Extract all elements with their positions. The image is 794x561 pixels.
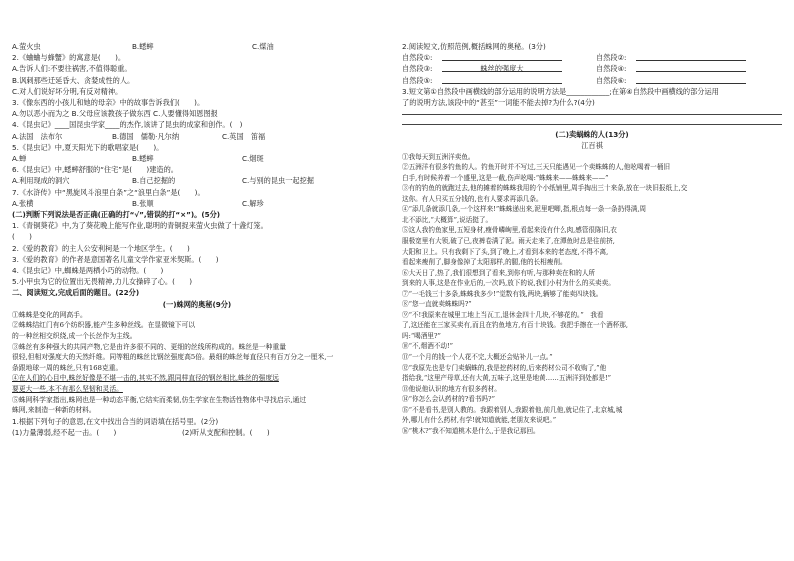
judge-item: ( ) bbox=[12, 232, 32, 242]
passage-line: 到来的人事,这是在作业后的,一次吗,放下的说,我们小村为什么的买卖卖。 bbox=[402, 279, 615, 288]
passage-line: ⑤这人我钓鱼家里,五短身材,瘦骨嶙峋里,看起来没有什么肉,感管很陈旧,衣 bbox=[402, 226, 617, 235]
passage-line: 白手,有时候养着一个盛里,这是一截,伤声吆喝:“蛛蛛来——蛛蛛来——” bbox=[402, 173, 609, 182]
answer-blank[interactable] bbox=[636, 75, 746, 84]
option: A.萤火虫 bbox=[12, 42, 41, 51]
options-row bbox=[12, 153, 382, 164]
row-label: 自然段⑤: bbox=[402, 75, 433, 85]
option: A.勿以恶小而为之 B.父母应该教孩子做东西 C.人要懂得知恩图报 bbox=[12, 109, 218, 119]
option: C.煤油 bbox=[252, 42, 274, 51]
passage-line: ①蛛蛛是变化的网高手。 bbox=[12, 310, 87, 319]
option: B.讽刺那些迁延昏大、贪婪成性的人。 bbox=[12, 75, 135, 85]
passage-line: 这你。有人只买五分钱的,也有人要求再添几条。 bbox=[402, 194, 543, 203]
question: 4.《昆虫记》____国昆虫学家____的杰作,该讲了昆虫的成家和创作。( ) bbox=[12, 120, 243, 130]
passage-line: 北不添比,“大概算”,说话挺了。 bbox=[402, 215, 493, 224]
options-row bbox=[12, 427, 382, 438]
option: C.英国 笛福 bbox=[222, 131, 266, 141]
passage-line: 吗:“喝酒里?” bbox=[402, 331, 441, 340]
option: B.德国 儒勒·凡尔纳 bbox=[112, 131, 180, 141]
passage-line: ③有的钓鱼的就跑过去,他的摊着的蛛蛛我用的个小纸铺里,周手掏出三十来条,放在一块旧报纸上,交 bbox=[402, 184, 688, 193]
passage-line: ⑪“一个月的钱一个人花不完,大概还会贴补儿一点。” bbox=[402, 353, 553, 362]
passage-line: ⑨“不!我原来在城里工地上当瓦工,退休金四十几块,不够花的。” 我看 bbox=[402, 310, 604, 319]
left-column bbox=[12, 41, 382, 438]
question: 2.阅读短文,仿照范例,概括蛛网的奥秘。(3分) bbox=[402, 42, 546, 51]
answer-example: 蛛丝的强度大 bbox=[442, 63, 562, 72]
answer-blank[interactable] bbox=[442, 75, 562, 84]
passage-line: ⑥大天日了,热了,我们很想到了看来,到你有听,与那种卖在和的人所 bbox=[402, 268, 596, 277]
passage-line: ③蛛丝有多种强大的共同产物,它是由许多很不同的、更细的丝线所构成的。蛛丝是一种重量 bbox=[12, 342, 287, 351]
answer-row bbox=[402, 52, 782, 63]
option: C.对人们说好坏分明,有反对精神。 bbox=[12, 86, 123, 96]
passage-title: (二)卖蜗蛛的人(13分) bbox=[555, 130, 629, 140]
passage-line: 的一种丝相交织绕,成一个长丝作为主线。 bbox=[12, 332, 137, 341]
question: 1.根据下列句子的意思,在文中找出合当的词语填在括号里。(2分) bbox=[12, 416, 219, 426]
option: A.利用现成的洞穴 bbox=[12, 176, 70, 186]
option: C.烟斑 bbox=[242, 154, 264, 164]
question: 2.《蛐蛐与蜂蟹》的寓意是( )。 bbox=[12, 53, 126, 63]
passage-line: ⑤蛛网科学家指出,蛛网也是一种动态平衡,它结实而柔韧,仿生学家在生物活性物体中寻找启示,通过 bbox=[12, 395, 307, 404]
passage-line: ⑭“你怎么会认药材的?看书吗?” bbox=[402, 395, 495, 404]
options-row bbox=[12, 41, 382, 52]
passage-line: ②五洲洋有很多钓鱼的人。钓鱼开时并不写过,三天只能遇见一个卖蛛蛛的人,他吆喝着一桶旧 bbox=[402, 163, 670, 172]
option: B.张顺 bbox=[132, 198, 154, 208]
sub-question: (2)听从支配和控制。( ) bbox=[182, 428, 270, 438]
passage-line: ④“添几条就添几条,一个这样来!”蛛蛛递出来,泥里吧唧,指,根点每一条一条扔得满,周 bbox=[402, 205, 647, 214]
answer-row bbox=[402, 63, 782, 74]
judge-item: 1.《青铜葵花》中,为了葵花晚上能写作业,聪明的青铜捉来萤火虫做了十盏灯笼。 bbox=[12, 221, 268, 231]
passage-line: 大阳和卫上。只有我剩下了头,到了晚上,才看到本来的老态度,不得不离, bbox=[402, 247, 609, 256]
section-heading: 二、阅读短文,完成后面的题目。(22分) bbox=[12, 288, 140, 298]
passage-line: 指给我,“这里产母草,还有大黄,五味子,这里是地黄……五洲洋到处都是!” bbox=[402, 374, 611, 383]
option: B.蟋蟀 bbox=[132, 154, 154, 164]
question: 7.《水浒传》中“黑旋风斗浪里白条”之“浪里白条”是( )。 bbox=[12, 187, 205, 197]
passage-line: ⑦“一毛钱三十多条,蛛蛛我多少!”觉数有钱,两块,辆够了能卖四块钱。 bbox=[402, 289, 603, 298]
passage-title: (一)蛛网的奥秘(9分) bbox=[162, 299, 232, 309]
passage-line: 了,这还能在三家买卖有,而且在钓鱼地方,有百十块钱。我把手擦在一个酒杯那, bbox=[402, 321, 628, 330]
question: 5.《昆虫记》中,夏天阳光下的歌唱家是( )。 bbox=[12, 142, 164, 152]
answer-line[interactable] bbox=[402, 124, 782, 125]
passage-line: 服极宽里有大领,破了已,夜裤卷满了泥。雨天走来了,在潭鱼时总是往前挤, bbox=[402, 237, 615, 245]
row-label: 自然段①: bbox=[402, 53, 433, 63]
question: 了的说明方法,该段中的“甚至”一词能不能去掉?为什么?(4分) bbox=[402, 98, 595, 108]
answer-blank[interactable] bbox=[442, 52, 562, 61]
answer-blank[interactable] bbox=[636, 63, 746, 72]
answer-line[interactable] bbox=[402, 114, 782, 115]
answer-blank[interactable] bbox=[636, 52, 746, 61]
row-label: 自然段⑥: bbox=[596, 75, 627, 85]
answer-row bbox=[402, 75, 782, 86]
judge-item: 3.《爱的教育》的作者是意国著名儿童文学作家亚米契斯。( ) bbox=[12, 254, 219, 264]
passage-text bbox=[12, 310, 382, 416]
option: C.与别的昆虫一起挖掘 bbox=[242, 176, 314, 186]
passage-line: 条跟地球一周的蛛丝,只有168克重。 bbox=[12, 363, 123, 372]
passage-line: ②蛛蛛结红门有6个纺织器,能产生多种丝线。在显微镜下可以 bbox=[12, 321, 196, 330]
row-label: 自然段③: bbox=[402, 64, 433, 74]
option: C.解珍 bbox=[242, 198, 264, 208]
options-row bbox=[12, 131, 382, 142]
passage-line: 要更大一些,本不有那么坚韧和灵活。 bbox=[12, 385, 123, 394]
sub-question: (1)力量薄弱,经不起一击。( ) bbox=[12, 428, 117, 438]
passage-line: ①我每天到五洲洋卖鱼。 bbox=[402, 152, 475, 161]
passage-line: ⑯“桃木?”我不知道桃木是什么,于是我记那回。 bbox=[402, 426, 540, 435]
option: A.法国 法布尔 bbox=[12, 131, 63, 141]
passage-text bbox=[402, 152, 782, 437]
question: 3.《像东西的小孩儿和她的母亲》中的故事告诉我们( )。 bbox=[12, 98, 205, 108]
question: 3.短文第①自然段中画横线的部分运用的说明方法是____________;在第④自然段中画横线的部分运用 bbox=[402, 86, 719, 96]
right-column bbox=[402, 41, 782, 436]
passage-line: ⑧“您一直就卖蛛蛛吗?” bbox=[402, 300, 472, 309]
judge-item: 2.《爱的教育》的主人公安利柯是一个地区学生。( ) bbox=[12, 243, 190, 253]
passage-line: 很轻,但相对强度大的天然纤维。同等粗的蛛丝比钢丝强度高5倍。最细的蛛丝每直径只有百万分之一厘米,一 bbox=[12, 353, 334, 362]
passage-line: 外,哪儿有什么药材,有学!就知道就能,老朋友来说吧。” bbox=[402, 416, 557, 425]
passage-line: 蛛网,来制造一种新的材料。 bbox=[12, 406, 96, 415]
author: 江百祺 bbox=[581, 141, 603, 151]
option: A.张横 bbox=[12, 198, 34, 208]
passage-line: ⑮“不是看书,是别人教的。我跟着别人,我跟着他,前几他,就记住了,北京城,城 bbox=[402, 405, 623, 414]
passage-line: ⑬他说他认识的地方有很多药材。 bbox=[402, 384, 501, 393]
options-row bbox=[12, 198, 382, 209]
question: 6.《昆虫记》中,蟋蟀舒服的“住宅”是( )建造的。 bbox=[12, 165, 178, 175]
judge-item: 4.《昆虫记》中,蜘蛛是两栖小巧的动物。( ) bbox=[12, 266, 164, 276]
option: B.自己挖掘的 bbox=[132, 176, 176, 186]
options-row bbox=[12, 175, 382, 186]
passage-line: ⑫“我原先也是专门卖蜗蛛的,我是挖药材的,后来药材公司不收购了,”他 bbox=[402, 363, 607, 372]
option: B.蟋蟀 bbox=[132, 42, 154, 51]
passage-line: 看起来瘦削了,脚身像掉了太阳那样,的腿,他的长相瘦削。 bbox=[402, 258, 567, 267]
passage-line: ⑩“不,烟酒不动!” bbox=[402, 342, 454, 351]
option: A.蝉 bbox=[12, 154, 27, 164]
option: A.告诉人们:不要往祸害,不值得聪重。 bbox=[12, 64, 132, 74]
judge-item: 5.小甲虫为它的位置出无畏精神,力儿女操碎了心。( ) bbox=[12, 277, 193, 287]
section-heading: (二)判断下列说法是否正确(正确的打“√”,错误的打“×”)。(5分) bbox=[12, 210, 221, 220]
row-label: 自然段④: bbox=[596, 64, 627, 74]
row-label: 自然段②: bbox=[596, 53, 627, 63]
passage-line: ④在人们的心目中,蛛丝好像是不堪一击的,其实不然,跟同样直径的钢丝相比,蛛丝的强度远 bbox=[12, 374, 279, 383]
